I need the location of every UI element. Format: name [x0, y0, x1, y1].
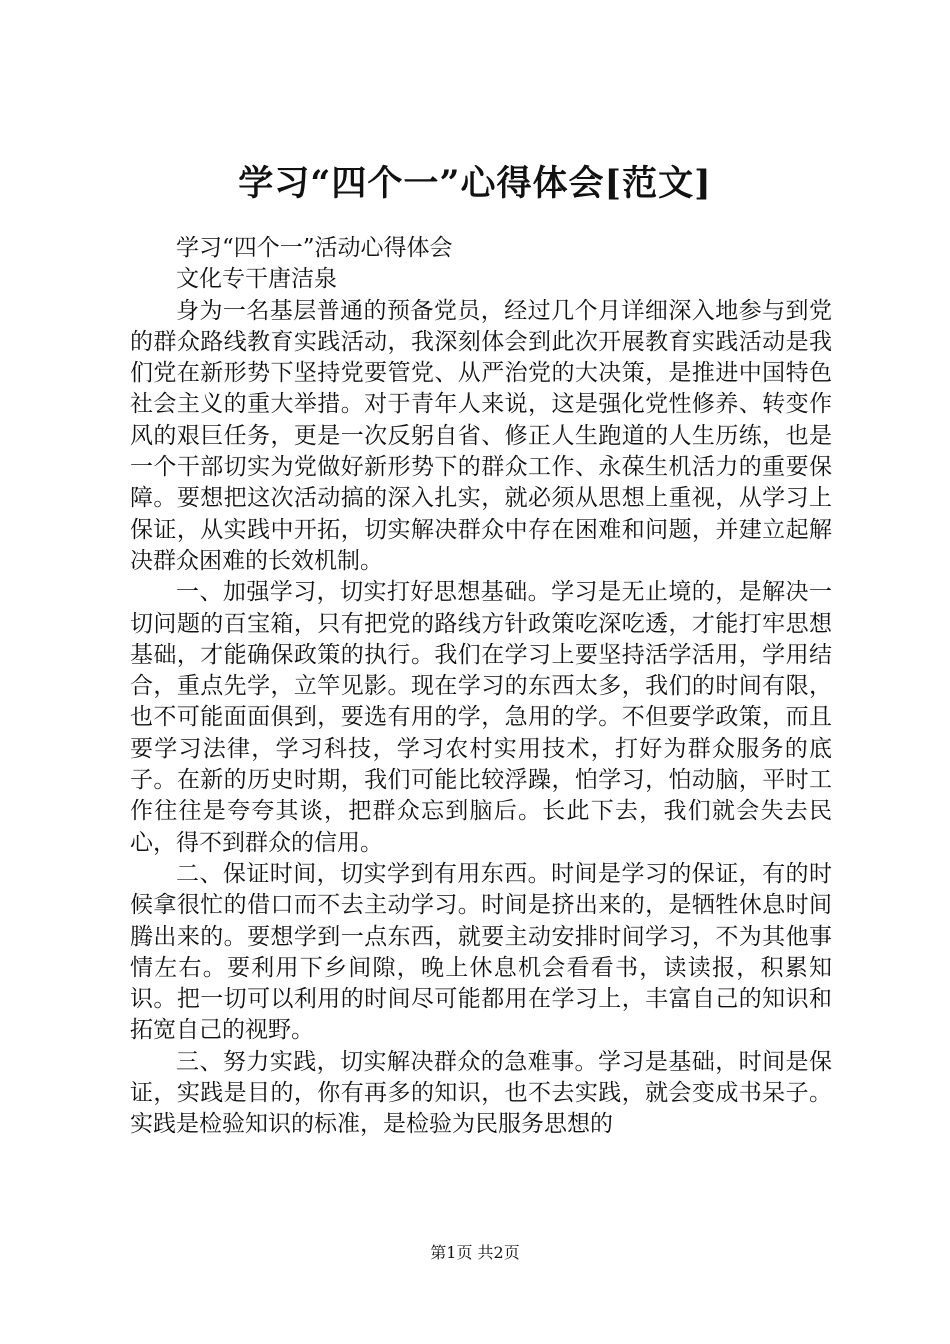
paragraph-section-2: 二、保证时间，切实学到有用东西。时间是学习的保证，有的时候拿很忙的借口而不去主动学习。时间是挤出来的，是牺牲休息时间腾出来的。要想学到一点东西，就要主动安排时间学习，不为其他事情左右。要利用下乡间隙，晚上休息机会看看书，读读报，积累知识。把一切可以利用的时间尽可能都用在学习上，丰富自己的知识和拓宽自己的视野。 [130, 860, 832, 1044]
author-line: 文化专干唐洁泉 [176, 266, 337, 293]
page-title: 学习“四个一”心得体会[范文] [238, 163, 712, 204]
paragraph-section-1: 一、加强学习，切实打好思想基础。学习是无止境的，是解决一切问题的百宝箱，只有把党的路线方针政策吃深吃透，才能打牢思想基础，才能确保政策的执行。我们在学习上要坚持活学活用，学用结合，重点先学，立竿见影。现在学习的东西太多，我们的时间有限，也不可能面面俱到，要选有用的学，急用的学。不但要学政策，而且要学习法律，学习科技，学习农村实用技术，打好为群众服务的底子。在新的历史时期，我们可能比较浮躁，怕学习，怕动脑，平时工作往往是夸夸其谈，把群众忘到脑后。长此下去，我们就会失去民心，得不到群众的信用。 [130, 579, 832, 856]
subtitle-line: 学习“四个一”活动心得体会 [176, 235, 453, 261]
page-number-footer: 第1页 共2页 [430, 1243, 520, 1262]
document-body [130, 233, 832, 1141]
paragraph-section-3: 三、努力实践，切实解决群众的急难事。学习是基础，时间是保证，实践是目的，你有再多的知识，也不去实践，就会变成书呆子。实践是检验知识的标准，是检验为民服务思想的 [130, 1048, 832, 1138]
paragraph-intro: 身为一名基层普通的预备党员，经过几个月详细深入地参与到党的群众路线教育实践活动，我深刻体会到此次开展教育实践活动是我们党在新形势下坚持党要管党、从严治党的大决策，是推进中国特色社会主义的重大举措。对于青年人来说，这是强化党性修养、转变作风的艰巨任务，更是一次反躬自省、修正人生跑道的人生历练，也是一个干部切实为党做好新形势下的群众工作、永葆生机活力的重要保障。要想把这次活动搞的深入扎实，就必须从思想上重视，从学习上保证，从实践中开拓，切实解决群众中存在困难和问题，并建立起解决群众困难的长效机制。 [130, 297, 832, 574]
